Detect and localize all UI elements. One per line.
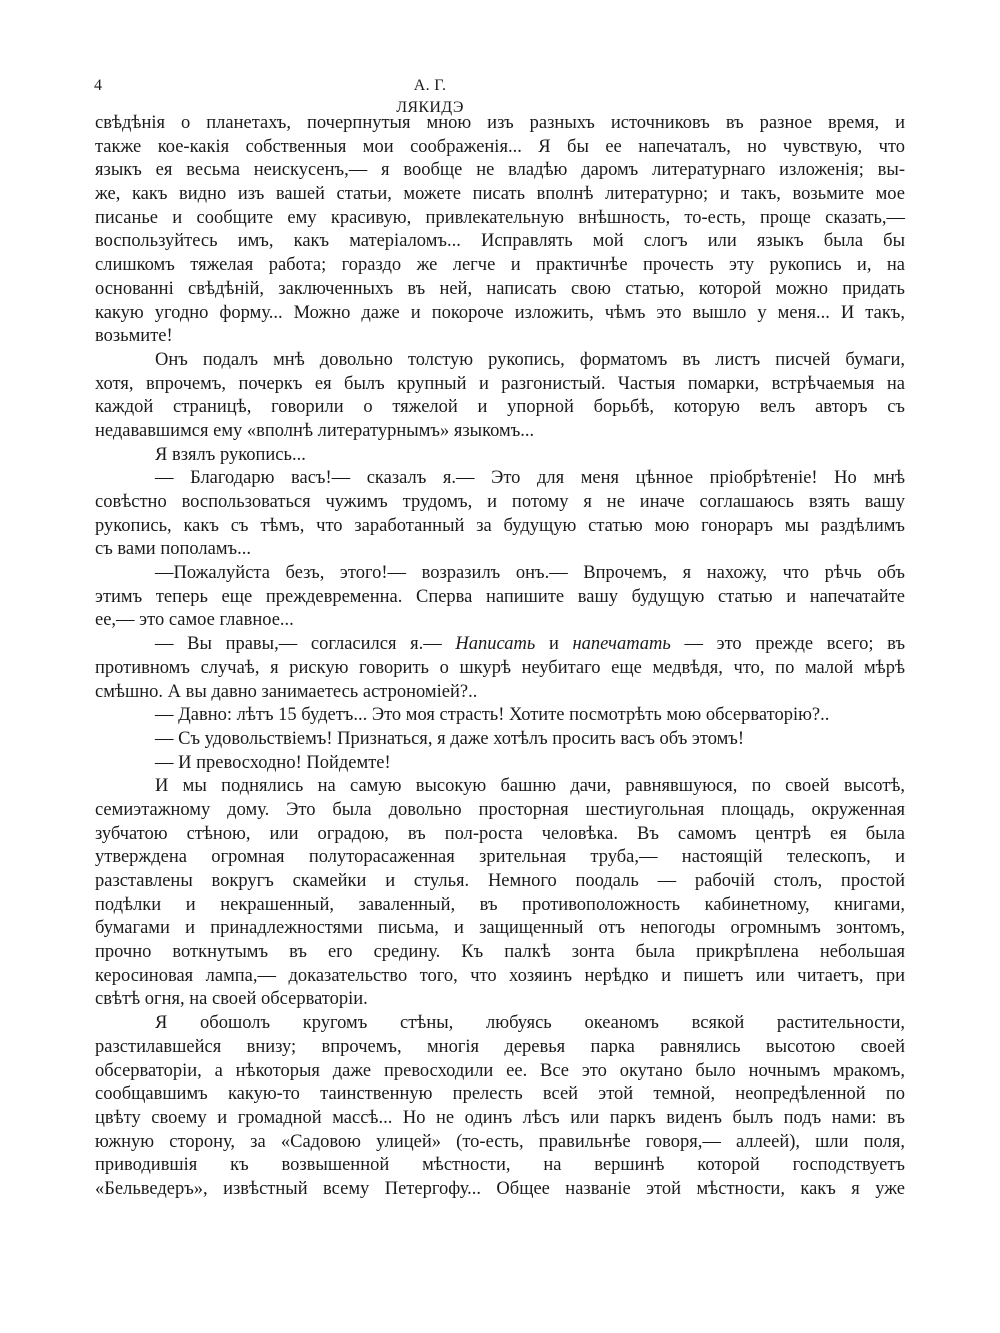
text-line: смѣшно. А вы давно занимаетесь астрономіей?.. — [95, 681, 478, 702]
text-line: также кое-какія собственныя мои соображенія... Я бы ее напечаталъ, но чувствую, что — [95, 136, 905, 157]
text-line: основанні свѣдѣній, заключенныхъ въ ней, написать свою статью, которой можно придать — [95, 278, 905, 299]
text-line: подѣлки и некрашенный, заваленный, въ противоположность кабинетному, книгами, — [95, 894, 905, 915]
text-line: утверждена огромная полуторасаженная зрительная труба,— настоящій телескопъ, и — [95, 847, 905, 868]
text-line: этимъ теперь еще преждевременна. Сперва напишите вашу будущую статью и напечатайте — [95, 586, 905, 607]
text-line: И мы поднялись на самую высокую башню дачи, равнявшуюся, по своей высотѣ, — [155, 776, 905, 797]
text-line: семиэтажному дому. Это была довольно просторная шестиугольная площадь, окруженная — [95, 799, 905, 820]
text-line: прочно воткнутымъ въ его средину. Къ палкѣ зонта была прикрѣплена небольшая — [95, 942, 905, 963]
text-line: приводившія къ возвышенной мѣстности, на вершинѣ которой господствуетъ — [95, 1155, 905, 1176]
text-line: возьмите! — [95, 326, 173, 347]
italic-text: Написать — [455, 634, 536, 655]
text-line: — Давно: лѣтъ 15 будетъ... Это моя страсть! Хотите посмотрѣть мою обсерваторію?.. — [155, 705, 830, 726]
text-line: —Пожалуйста безъ, этого!— возразилъ онъ.— Впрочемъ, я нахожу, что рѣчь объ — [155, 563, 905, 584]
text-line: противномъ случаѣ, я рискую говорить о шкурѣ неубитаго еще медвѣдя, что, по малой мѣрѣ — [95, 657, 905, 678]
text-line — [95, 633, 905, 657]
text-line: же, какъ видно изъ вашей статьи, можете писать вполнѣ литературно; и такъ, возьмите мое — [95, 184, 905, 205]
text-line: свѣтѣ огня, на своей обсерваторіи. — [95, 989, 368, 1010]
text-line: хотя, впрочемъ, почеркъ ея былъ крупный и разгонистый. Частыя помарки, встрѣчаемыя на — [95, 373, 905, 394]
text-line: Я взялъ рукопись... — [155, 444, 306, 465]
text-run: и — [535, 634, 573, 655]
text-line: недававшимся ему «вполнѣ литературнымъ» языкомъ... — [95, 420, 535, 441]
text-line: какую угодно форму... Можно даже и покороче изложить, чѣмъ это вышло у меня... И такъ, — [95, 302, 905, 323]
text-line: сообщавшимъ какую-то таинственную прелесть всей этой темной, неопредѣленной по — [95, 1084, 905, 1105]
text-line: языкъ ея весьма неискусенъ,— я вообще не владѣю даромъ литературнаго изложенія; вы- — [95, 160, 905, 181]
text-line: ее,— это самое главное... — [95, 610, 294, 631]
text-line: цвѣту своему и громадной массѣ... Но не одинъ лѣсъ или паркъ виденъ былъ подъ нами: въ — [95, 1107, 905, 1128]
text-line: свѣдѣнія о планетахъ, почерпнутыя мною изъ разныхъ источниковъ въ разное время, и — [95, 113, 905, 133]
text-line: бумагами и принадлежностями письма, и защищенный отъ непогоды огромнымъ зонтомъ, — [95, 918, 905, 939]
text-line: разстилавшейся внизу; впрочемъ, многія деревья парка равнялись высотою своей — [95, 1036, 905, 1057]
text-line: воспользуйтесь имъ, какъ матеріаломъ... Исправлять мой слогъ или языкъ была бы — [95, 231, 905, 252]
page-number: 4 — [94, 77, 102, 94]
body-text — [95, 112, 905, 1202]
text-run: — Вы правы,— согласился я.— — [155, 634, 456, 655]
text-line: керосиновая лампа,— доказательство того, что хозяинъ нерѣдко и пишетъ или читаетъ, при — [95, 965, 905, 986]
text-line: — И превосходно! Пойдемте! — [155, 752, 391, 773]
text-line: зубчатою стѣною, или оградою, въ пол-роста человѣка. Въ самомъ центрѣ ея была — [95, 823, 905, 844]
running-title: А. Г. ЛЯКИДЭ — [396, 77, 464, 116]
text-line: писанье и сообщите ему красивую, привлекательную внѣшность, то-есть, проще сказать,— — [95, 207, 905, 228]
text-line: — Съ удовольствіемъ! Признаться, я даже хотѣлъ просить васъ объ этомъ! — [155, 728, 745, 749]
text-line: съ вами пополамъ... — [95, 539, 251, 560]
text-run: — это прежде всего; въ — [670, 634, 906, 655]
text-line: рукопись, какъ съ тѣмъ, что заработанный за будущую статью мою гонораръ мы раздѣлимъ — [95, 515, 905, 536]
text-line: «Бельведеръ», извѣстный всему Петергофу... Общее названіе этой мѣстности, какъ я уже — [95, 1178, 905, 1199]
text-line: обсерваторіи, а нѣкоторыя даже превосходили ее. Все это окутано было ночнымъ мракомъ, — [95, 1060, 905, 1081]
text-line: разставлены вокругъ скамейки и стулья. Немного поодаль — рабочій столъ, простой — [95, 871, 905, 891]
text-line: каждой страницѣ, говорили о тяжелой и упорной борьбѣ, которую велъ авторъ съ — [95, 397, 905, 418]
text-line: Я обошолъ кругомъ стѣны, любуясь океаномъ всякой растительности, — [155, 1013, 905, 1034]
text-line: южную сторону, за «Садовою улицей» (то-есть, правильнѣе говоря,— аллеей), шли поля, — [95, 1131, 905, 1152]
italic-text: напечатать — [572, 634, 671, 655]
text-line: — Благодарю васъ!— сказалъ я.— Это для меня цѣнное пріобрѣтеніе! Но мнѣ — [155, 468, 905, 489]
text-line: совѣстно воспользоваться чужимъ трудомъ, и потому я не иначе соглашаюсь взять вашу — [95, 492, 905, 512]
text-line: слишкомъ тяжелая работа; гораздо же легче и практичнѣе прочесть эту рукопись и, на — [95, 255, 905, 276]
text-line: Онъ подалъ мнѣ довольно толстую рукопись, форматомъ въ листъ писчей бумаги, — [155, 349, 905, 370]
